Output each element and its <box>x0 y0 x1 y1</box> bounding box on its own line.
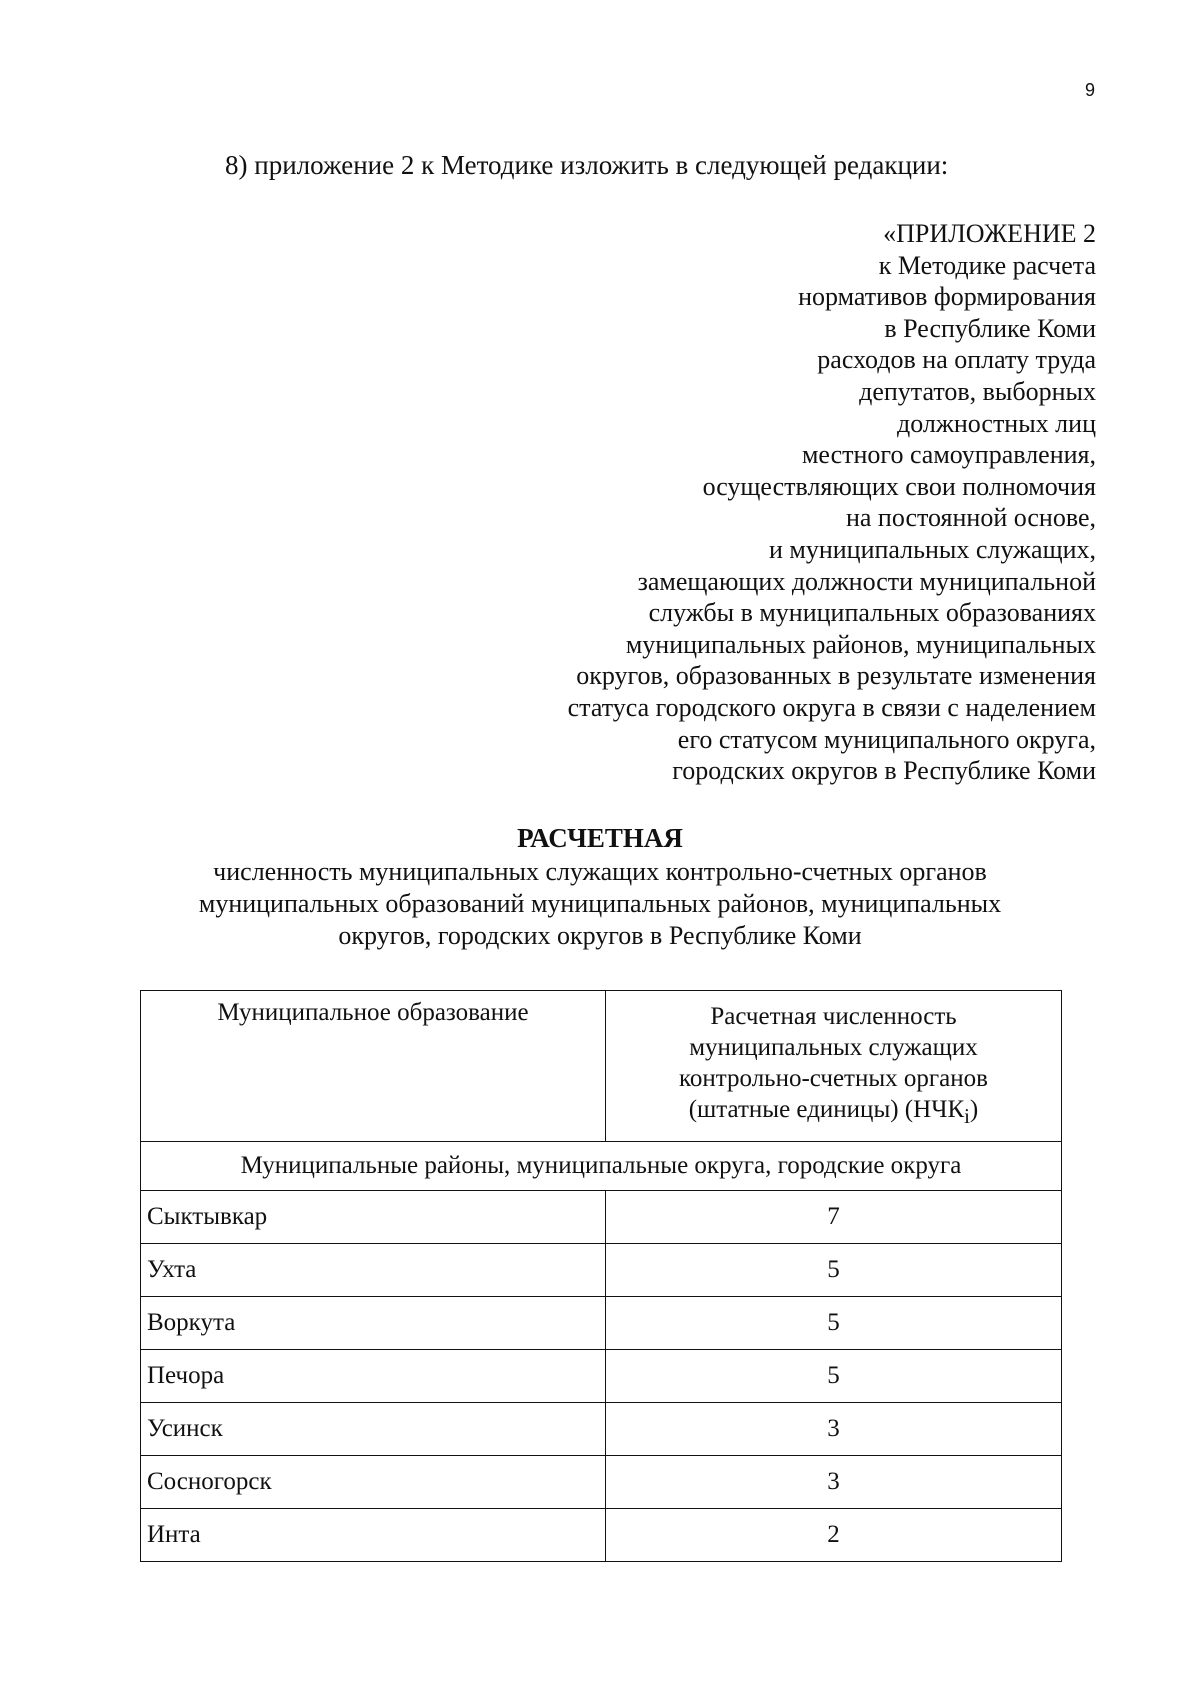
appendix-line: округов, образованных в результате изменения <box>576 661 1096 691</box>
staff-count-value: 3 <box>606 1456 1062 1509</box>
municipality-name: Сосногорск <box>141 1456 606 1509</box>
appendix-line: в Республике Коми <box>884 313 1096 343</box>
section-label: Муниципальные районы, муниципальные округа, городские округа <box>141 1142 1062 1191</box>
header-line: контрольно-счетных органов <box>679 1065 988 1092</box>
staffing-table <box>140 990 1062 1562</box>
appendix-line: и муниципальных служащих, <box>768 534 1096 564</box>
appendix-line: статуса городского округа в связи с наделением <box>567 692 1096 722</box>
table-row <box>141 1191 1062 1244</box>
appendix-line: его статусом муниципального округа, <box>677 724 1096 754</box>
appendix-line: осуществляющих свои полномочия <box>702 471 1096 501</box>
heading-line: численность муниципальных служащих контрольно-счетных органов <box>213 857 987 886</box>
table-section-row <box>141 1142 1062 1191</box>
municipality-name: Ухта <box>141 1244 606 1297</box>
appendix-line: городских округов в Республике Коми <box>672 756 1096 786</box>
municipality-name: Печора <box>141 1350 606 1403</box>
table-row <box>141 1297 1062 1350</box>
table-row <box>141 1244 1062 1297</box>
table-row <box>141 1509 1062 1562</box>
table-row <box>141 1403 1062 1456</box>
appendix-line: депутатов, выборных <box>859 376 1096 406</box>
heading-title: РАСЧЕТНАЯ <box>517 823 683 853</box>
municipality-name: Воркута <box>141 1297 606 1350</box>
appendix-line: должностных лиц <box>897 408 1096 438</box>
appendix-line: «ПРИЛОЖЕНИЕ 2 <box>883 219 1096 248</box>
staff-count-value: 5 <box>606 1350 1062 1403</box>
staff-count-value: 7 <box>606 1191 1062 1244</box>
appendix-header-block <box>476 218 1096 787</box>
heading-line: муниципальных образований муниципальных районов, муниципальных <box>198 889 1002 918</box>
staff-count-value: 2 <box>606 1509 1062 1562</box>
heading-line: округов, городских округов в Республике Коми <box>338 921 862 950</box>
page-number: 9 <box>1084 80 1095 100</box>
municipality-name: Усинск <box>141 1403 606 1456</box>
document-heading <box>130 822 1070 952</box>
appendix-line: на постоянной основе, <box>845 503 1096 533</box>
municipality-name: Инта <box>141 1509 606 1562</box>
header-municipality: Муниципальное образование <box>141 991 606 1142</box>
appendix-line: к Методике расчета <box>878 250 1096 280</box>
table-row <box>141 1350 1062 1403</box>
header-line: Расчетная численность <box>710 1003 957 1030</box>
staff-count-value: 3 <box>606 1403 1062 1456</box>
appendix-line: местного самоуправления, <box>801 440 1096 470</box>
table-header-row <box>141 991 1062 1142</box>
header-line: муниципальных служащих <box>689 1034 978 1061</box>
table-row <box>141 1456 1062 1509</box>
staff-count-value: 5 <box>606 1244 1062 1297</box>
appendix-line: муниципальных районов, муниципальных <box>625 629 1096 659</box>
appendix-line: службы в муниципальных образованиях <box>648 598 1096 628</box>
header-staff-count <box>606 991 1062 1142</box>
appendix-line: замещающих должности муниципальной <box>637 566 1096 596</box>
header-subscript: i <box>964 1104 970 1128</box>
municipality-name: Сыктывкар <box>141 1191 606 1244</box>
staff-count-value: 5 <box>606 1297 1062 1350</box>
header-line: (штатные единицы) (НЧК <box>688 1096 965 1123</box>
amendment-item-line: 8) приложение 2 к Методике изложить в следующей редакции: <box>225 150 949 180</box>
appendix-line: нормативов формирования <box>798 282 1096 312</box>
appendix-line: расходов на оплату труда <box>817 345 1096 375</box>
header-suffix: ) <box>969 1096 979 1123</box>
